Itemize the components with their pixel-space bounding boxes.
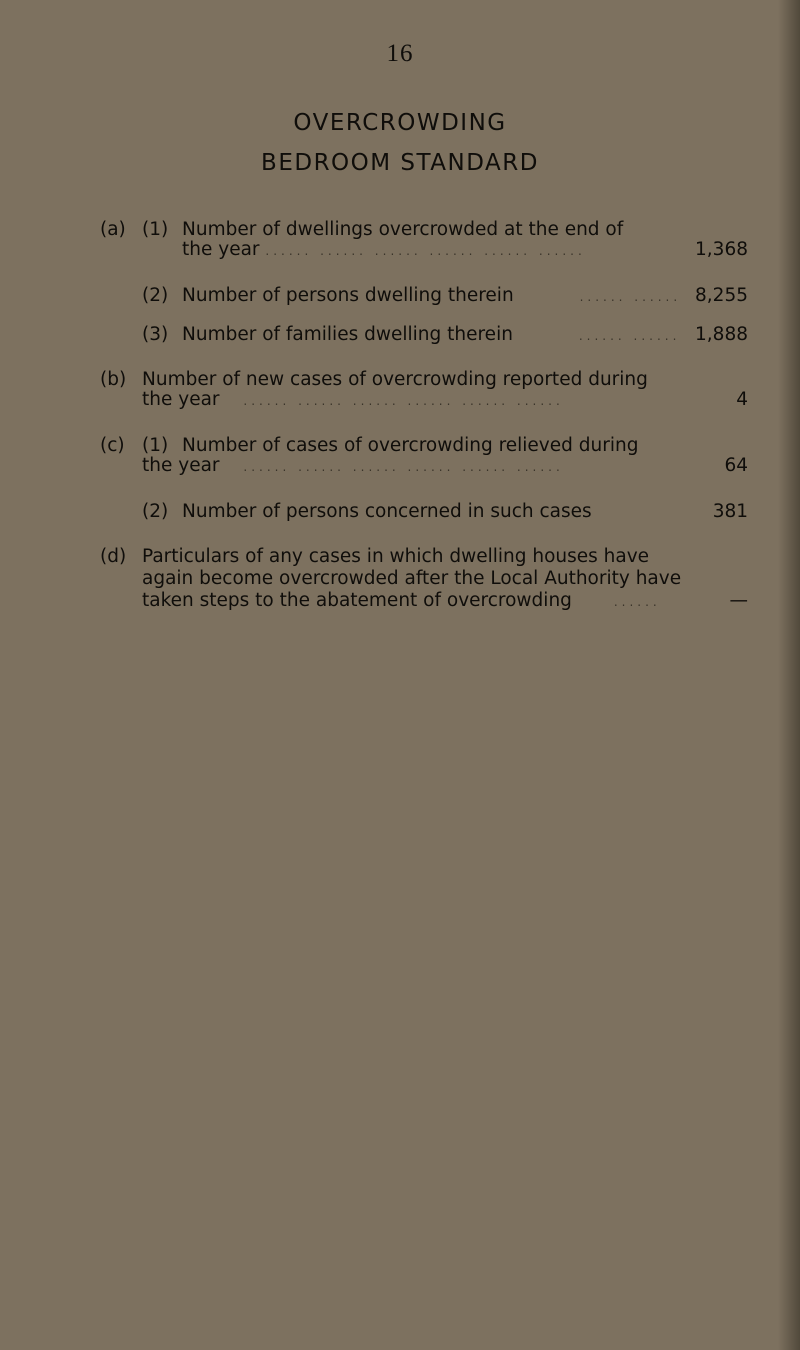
leader-dots: ...... ...... — [579, 290, 682, 304]
section-c-label: (c) — [100, 435, 125, 456]
section-a-item3-text-wrap — [182, 325, 702, 346]
section-c-item2-value: 381 — [712, 501, 748, 522]
section-b-value: 4 — [736, 389, 748, 410]
section-d-text-line1: Particulars of any cases in which dwelling houses have — [142, 546, 650, 567]
section-d-text-line3-wrap — [142, 591, 702, 612]
section-a-item1-text: the year — [182, 239, 260, 260]
section-c-item1-text-line2-wrap — [142, 456, 702, 477]
section-b-text-line2: the year — [142, 389, 220, 410]
section-d-text-line3: taken steps to the abatement of overcrowding — [142, 590, 572, 611]
section-c-item1-value: 64 — [724, 455, 748, 476]
section-c-item1-num: (1) — [142, 435, 169, 456]
section-c-item1-text-line1: Number of cases of overcrowding relieved during — [182, 435, 639, 456]
section-d-value: — — [729, 590, 748, 611]
section-c-item2-num: (2) — [142, 501, 169, 522]
section-a-item3-value: 1,888 — [695, 324, 748, 345]
section-a-item1-value: 1,368 — [695, 239, 748, 260]
section-a-item2-text-wrap — [182, 286, 702, 307]
section-a-item1-text-line1: Number of dwellings overcrowded at the end of — [182, 219, 624, 240]
section-c-item2-text: Number of persons concerned in such cases — [182, 501, 592, 522]
section-d-label: (d) — [100, 546, 127, 567]
leader-dots: ...... ...... ...... ...... ...... ...... — [243, 394, 564, 408]
section-a-item1-text-line2 — [182, 240, 702, 261]
section-b-text-line1: Number of new cases of overcrowding reported during — [142, 369, 648, 390]
leader-dots: ...... — [613, 595, 661, 609]
section-b-label: (b) — [100, 369, 127, 390]
leader-dots: ...... ...... — [578, 329, 681, 343]
page-number: 16 — [386, 40, 414, 67]
section-a-item3-num: (3) — [142, 324, 169, 345]
section-a-item3-text: Number of families dwelling therein — [182, 324, 513, 345]
section-a-item2-value: 8,255 — [695, 285, 748, 306]
page-subtitle: BEDROOM STANDARD — [261, 150, 539, 176]
section-a-label: (a) — [100, 219, 126, 240]
page-title: OVERCROWDING — [293, 110, 507, 136]
leader-dots: ...... ...... ...... ...... ...... ...... — [243, 460, 564, 474]
page-edge-shadow — [778, 0, 800, 1350]
section-c-item1-text-line2: the year — [142, 455, 220, 476]
section-a-item2-text: Number of persons dwelling therein — [182, 285, 514, 306]
section-a-item1-num: (1) — [142, 219, 169, 240]
section-d-text-line2: again become overcrowded after the Local Authority have — [142, 568, 682, 589]
section-b-text-line2-wrap — [142, 390, 702, 411]
leader-dots: ...... ...... ...... ...... ...... ...... — [265, 244, 586, 258]
section-a-item2-num: (2) — [142, 285, 169, 306]
